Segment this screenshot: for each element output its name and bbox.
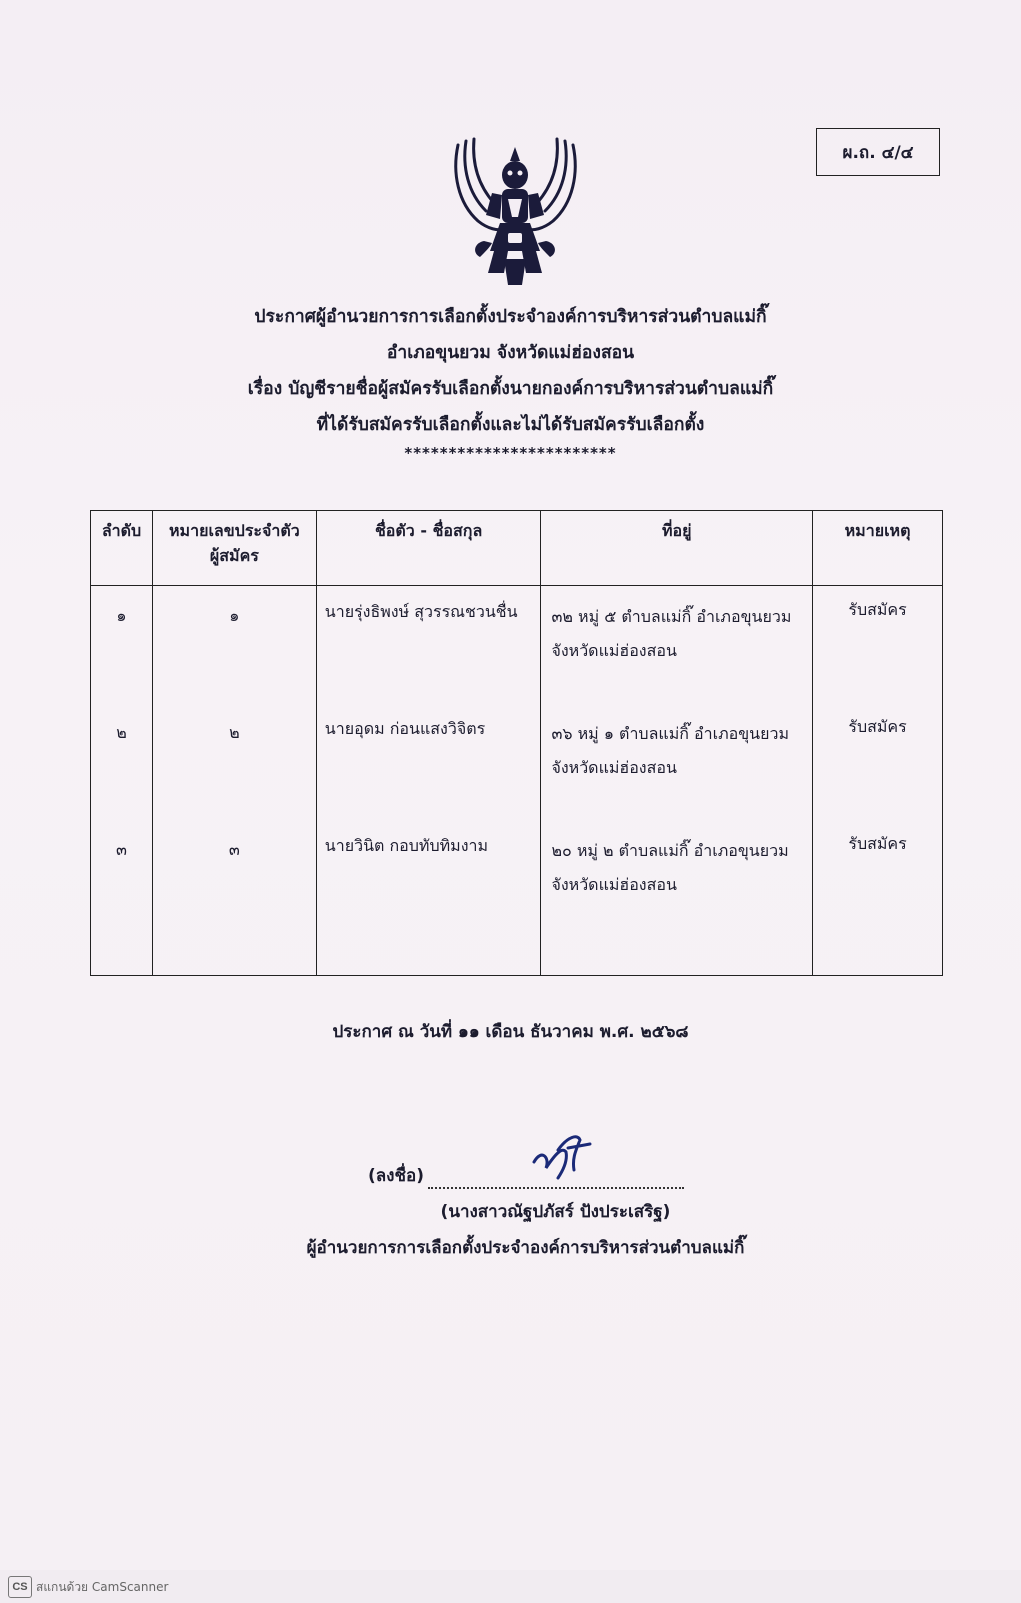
header-subject-line: เรื่อง บัญชีรายชื่อผู้สมัครรับเลือกตั้งนายกองค์การบริหารส่วนตำบลแม่กิ๊ [247,379,774,399]
header-order: ลำดับ [91,511,153,586]
header-separator: ************************ [404,444,617,462]
header-number-line2: ผู้สมัคร [209,546,259,565]
scanner-credit-text: สแกนด้วย CamScanner [36,1580,169,1594]
cell-name: นายอุดม ก่อนแสงวิจิตร [316,703,541,820]
form-code-box: ผ.ถ. ๔/๔ [816,128,940,176]
scanner-footer [0,1570,1021,1603]
cell-order: ๒ [91,703,153,820]
header-address: ที่อยู่ [541,511,813,586]
cell-number: ๑ [152,586,316,704]
signer-name: (นางสาวณัฐปภัสร์ ปังประเสริฐ) [440,1202,671,1222]
candidate-table [90,510,943,976]
signature-dotted-line [428,1186,684,1189]
header-title-line1: ประกาศผู้อำนวยการการเลือกตั้งประจำองค์การบริหารส่วนตำบลแม่กิ๊ [254,307,767,327]
camscanner-logo-icon: CS [8,1576,32,1598]
garuda-emblem-icon [448,133,583,291]
header-number-line1: หมายเลขประจำตัว [169,521,300,540]
cell-note: รับสมัคร [813,820,943,976]
address-line2: จังหวัดแม่ฮ่องสอน [551,758,677,777]
address-line2: จังหวัดแม่ฮ่องสอน [551,875,677,894]
signer-title: ผู้อำนวยการการเลือกตั้งประจำองค์การบริหารส่วนตำบลแม่กิ๊ [306,1238,745,1258]
table-row [91,820,943,976]
address-line1: ๓๒ หมู่ ๕ ตำบลแม่กิ๊ อำเภอขุนยวม [551,607,792,626]
header-title-line2: อำเภอขุนยวม จังหวัดแม่ฮ่องสอน [386,343,635,363]
cell-address [541,820,813,976]
signature-label: (ลงชื่อ) [368,1166,425,1186]
header-name: ชื่อตัว - ชื่อสกุล [316,511,541,586]
address-line1: ๒๐ หมู่ ๒ ตำบลแม่กิ๊ อำเภอขุนยวม [551,841,789,860]
header-subject-line2: ที่ได้รับสมัครรับเลือกตั้งและไม่ได้รับสมัครรับเลือกตั้ง [316,415,705,435]
cell-number: ๓ [152,820,316,976]
cell-number: ๒ [152,703,316,820]
table-row [91,703,943,820]
cell-name: นายรุ่งธิพงษ์ สุวรรณชวนชื่น [316,586,541,704]
table-row [91,586,943,704]
announcement-date: ประกาศ ณ วันที่ ๑๑ เดือน ธันวาคม พ.ศ. ๒๕๖๘ [332,1022,689,1042]
signature-line [368,1162,684,1189]
cell-order: ๓ [91,820,153,976]
cell-order: ๑ [91,586,153,704]
handwritten-signature [528,1128,598,1184]
table-header-row [91,511,943,586]
cell-address [541,586,813,704]
address-line2: จังหวัดแม่ฮ่องสอน [551,641,677,660]
cell-name: นายวินิต กอบทับทิมงาม [316,820,541,976]
header-number [152,511,316,586]
cell-note: รับสมัคร [813,586,943,704]
cell-note: รับสมัคร [813,703,943,820]
cell-address [541,703,813,820]
address-line1: ๓๖ หมู่ ๑ ตำบลแม่กิ๊ อำเภอขุนยวม [551,724,790,743]
header-note: หมายเหตุ [813,511,943,586]
